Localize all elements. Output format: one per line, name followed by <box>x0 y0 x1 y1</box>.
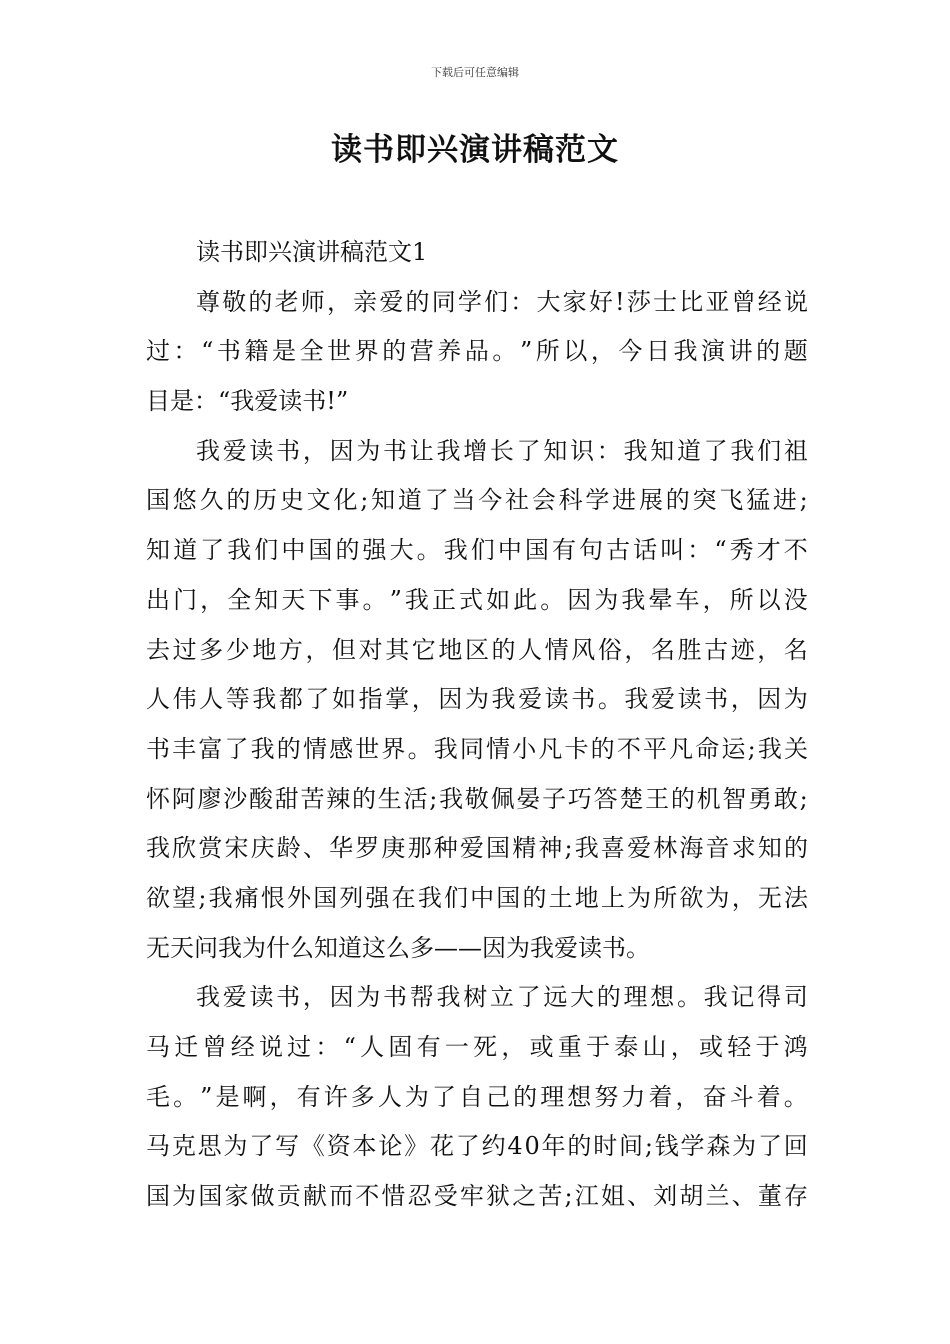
text-line: 过 ： “ 书 籍 是 全 世 界 的 营 养 品 。 ” 所 以 ， 今 日 我 演 讲 的 题 <box>146 337 808 366</box>
text-line: 我 爱 读 书 ， 因 为 书 让 我 增 长 了 知 识 ： 我 知 道 了 我 们 祖 <box>196 436 808 465</box>
text-line: 我 爱 读 书 ， 因 为 书 帮 我 树 立 了 远 大 的 理 想 。 我 记 得 司 <box>196 983 808 1012</box>
text-line: 马 克 思 为 了 写 《 资 本 论 》 花 了 约 4 0 年 的 时 间 ; 钱 学 森 为 了 回 <box>146 1132 808 1161</box>
text-line: 无 天 问 我 为 什 么 知 道 这 么 多 — — 因 为 我 爱 读 书 。 <box>146 933 650 962</box>
text-line: 出 门 ， 全 知 天 下 事 。 ” 我 正 式 如 此 。 因 为 我 晕 车 ， 所 以 没 <box>146 585 808 614</box>
document-title: 读书即兴演讲稿范文 <box>331 132 619 168</box>
text-line: 去 过 多 少 地 方 ， 但 对 其 它 地 区 的 人 情 风 俗 ， 名 胜 古 迹 ， 名 <box>146 635 808 664</box>
text-line: 欲 望 ; 我 痛 恨 外 国 列 强 在 我 们 中 国 的 土 地 上 为 所 欲 为 ， 无 法 <box>146 883 808 912</box>
text-line: 人 伟 人 等 我 都 了 如 指 掌 ， 因 为 我 爱 读 书 。 我 爱 读 书 ， 因 为 <box>146 685 808 714</box>
page-header-note: 下载后可任意编辑 <box>431 66 519 79</box>
text-line: 国 悠 久 的 历 史 文 化 ; 知 道 了 当 今 社 会 科 学 进 展 的 突 飞 猛 进 ; <box>146 486 808 515</box>
text-line: 知 道 了 我 们 中 国 的 强 大 。 我 们 中 国 有 句 古 话 叫 ： “ 秀 才 不 <box>146 536 808 565</box>
text-line: 尊 敬 的 老 师 ， 亲 爱 的 同 学 们 ： 大 家 好 ! 莎 士 比 亚 曾 经 说 <box>196 287 808 316</box>
text-line: 国 为 国 家 做 贡 献 而 不 惜 忍 受 牢 狱 之 苦 ; 江 姐 、 刘 胡 兰 、 董 存 <box>146 1182 808 1211</box>
text-line: 读 书 即 兴 演 讲 稿 范 文 1 <box>196 238 428 266</box>
text-line: 目 是 ： “ 我 爱 读 书 ! ” <box>146 387 349 416</box>
text-line: 我 欣 赏 宋 庆 龄 、 华 罗 庚 那 种 爱 国 精 神 ; 我 喜 爱 林 海 音 求 知 的 <box>146 834 808 863</box>
text-line: 毛 。 ” 是 啊 ， 有 许 多 人 为 了 自 己 的 理 想 努 力 着 ， 奋 斗 着 。 <box>146 1082 808 1111</box>
text-line: 书 丰 富 了 我 的 情 感 世 界 。 我 同 情 小 凡 卡 的 不 平 凡 命 运 ; 我 关 <box>146 734 808 763</box>
text-line: 马 迁 曾 经 说 过 ： “ 人 固 有 一 死 ， 或 重 于 泰 山 ， 或 轻 于 鸿 <box>146 1033 808 1061</box>
document-body <box>146 228 808 1222</box>
text-line: 怀 阿 廖 沙 酸 甜 苦 辣 的 生 活 ; 我 敬 佩 晏 子 巧 答 楚 王 的 机 智 勇 敢 ; <box>146 784 808 813</box>
